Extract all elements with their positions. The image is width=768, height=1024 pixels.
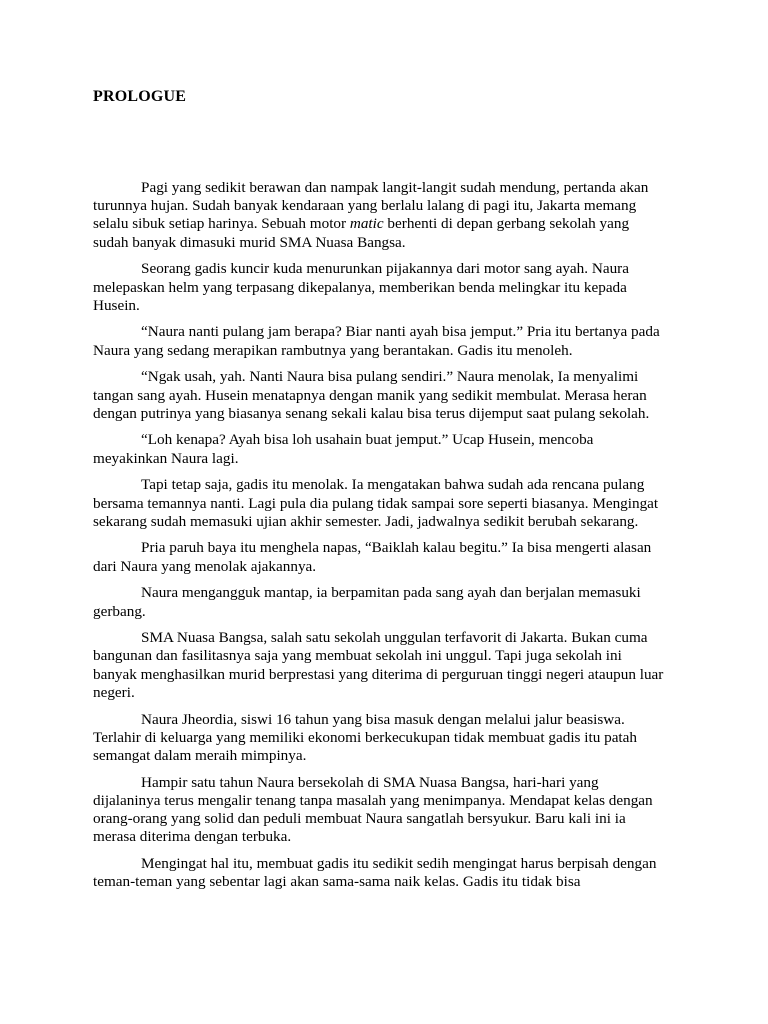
page-title: PROLOGUE [93, 88, 187, 105]
paragraph: “Loh kenapa? Ayah bisa loh usahain buat jemput.” Ucap Husein, mencoba meyakinkan Naura lagi. [93, 431, 594, 467]
paragraph: Hampir satu tahun Naura bersekolah di SMA Nuasa Bangsa, hari-hari yang dijalaninya terus mengalir tenang tanpa masalah yang menimpanya. Mendapat kelas dengan orang-orang yang solid dan peduli membuat Naura sangatlah bersyukur. Baru kali ini ia merasa diterima dengan terbuka. [93, 773, 653, 846]
paragraph: Naura mengangguk mantap, ia berpamitan pada sang ayah dan berjalan memasuki gerbang. [93, 584, 641, 620]
paragraph: SMA Nuasa Bangsa, salah satu sekolah unggulan terfavorit di Jakarta. Bukan cuma bangunan dan fasilitasnya saja yang membuat sekolah ini unggul. Tapi juga sekolah ini banyak menghasilkan murid berprestasi yang diterima di perguruan tinggi negeri ataupun luar negeri. [93, 629, 664, 701]
paragraph: Pagi yang sedikit berawan dan nampak langit-langit sudah mendung, pertanda akan turunnya hujan. Sudah banyak kendaraan yang berlalu lalang di pagi itu, Jakarta memang selalu sibuk setiap harinya. Sebuah motor matic berhenti di depan gerbang sekolah yang sudah banyak dimasuki murid SMA Nuasa Bangsa. [93, 179, 649, 251]
paragraph: “Ngak usah, yah. Nanti Naura bisa pulang sendiri.” Naura menolak, Ia menyalimi tangan sang ayah. Husein menatapnya dengan manik yang sedikit membulat. Merasa heran dengan putrinya yang biasanya senang sekali kalau bisa terus dijemput saat pulang sekolah. [93, 368, 650, 422]
document-body [93, 179, 665, 900]
paragraph: Pria paruh baya itu menghela napas, “Baiklah kalau begitu.” Ia bisa mengerti alasan dari Naura yang menolak ajakannya. [93, 539, 652, 575]
paragraph: Naura Jheordia, siswi 16 tahun yang bisa masuk dengan melalui jalur beasiswa. Terlahir di keluarga yang memiliki ekonomi berkecukupan tidak membuat gadis itu patah semangat dalam meraih mimpinya. [93, 710, 637, 764]
italic-word: matic [349, 215, 384, 233]
paragraph: “Naura nanti pulang jam berapa? Biar nanti ayah bisa jemput.” Pria itu bertanya pada Naura yang sedang merapikan rambutnya yang berantakan. Gadis itu menoleh. [93, 323, 660, 359]
paragraph: Tapi tetap saja, gadis itu menolak. Ia mengatakan bahwa sudah ada rencana pulang bersama temannya nanti. Lagi pula dia pulang tidak sampai sore seperti biasanya. Mengingat sekarang sudah memasuki ujian akhir semester. Jadi, jadwalnya sedikit berubah sekarang. [93, 476, 659, 530]
paragraph: Seorang gadis kuncir kuda menurunkan pijakannya dari motor sang ayah. Naura melepaskan helm yang terpasang dikepalanya, memberikan benda melingkar itu kepada Husein. [93, 260, 629, 314]
paragraph: Mengingat hal itu, membuat gadis itu sedikit sedih mengingat harus berpisah dengan teman-teman yang sebentar lagi akan sama-sama naik kelas. Gadis itu tidak bisa [93, 855, 657, 891]
